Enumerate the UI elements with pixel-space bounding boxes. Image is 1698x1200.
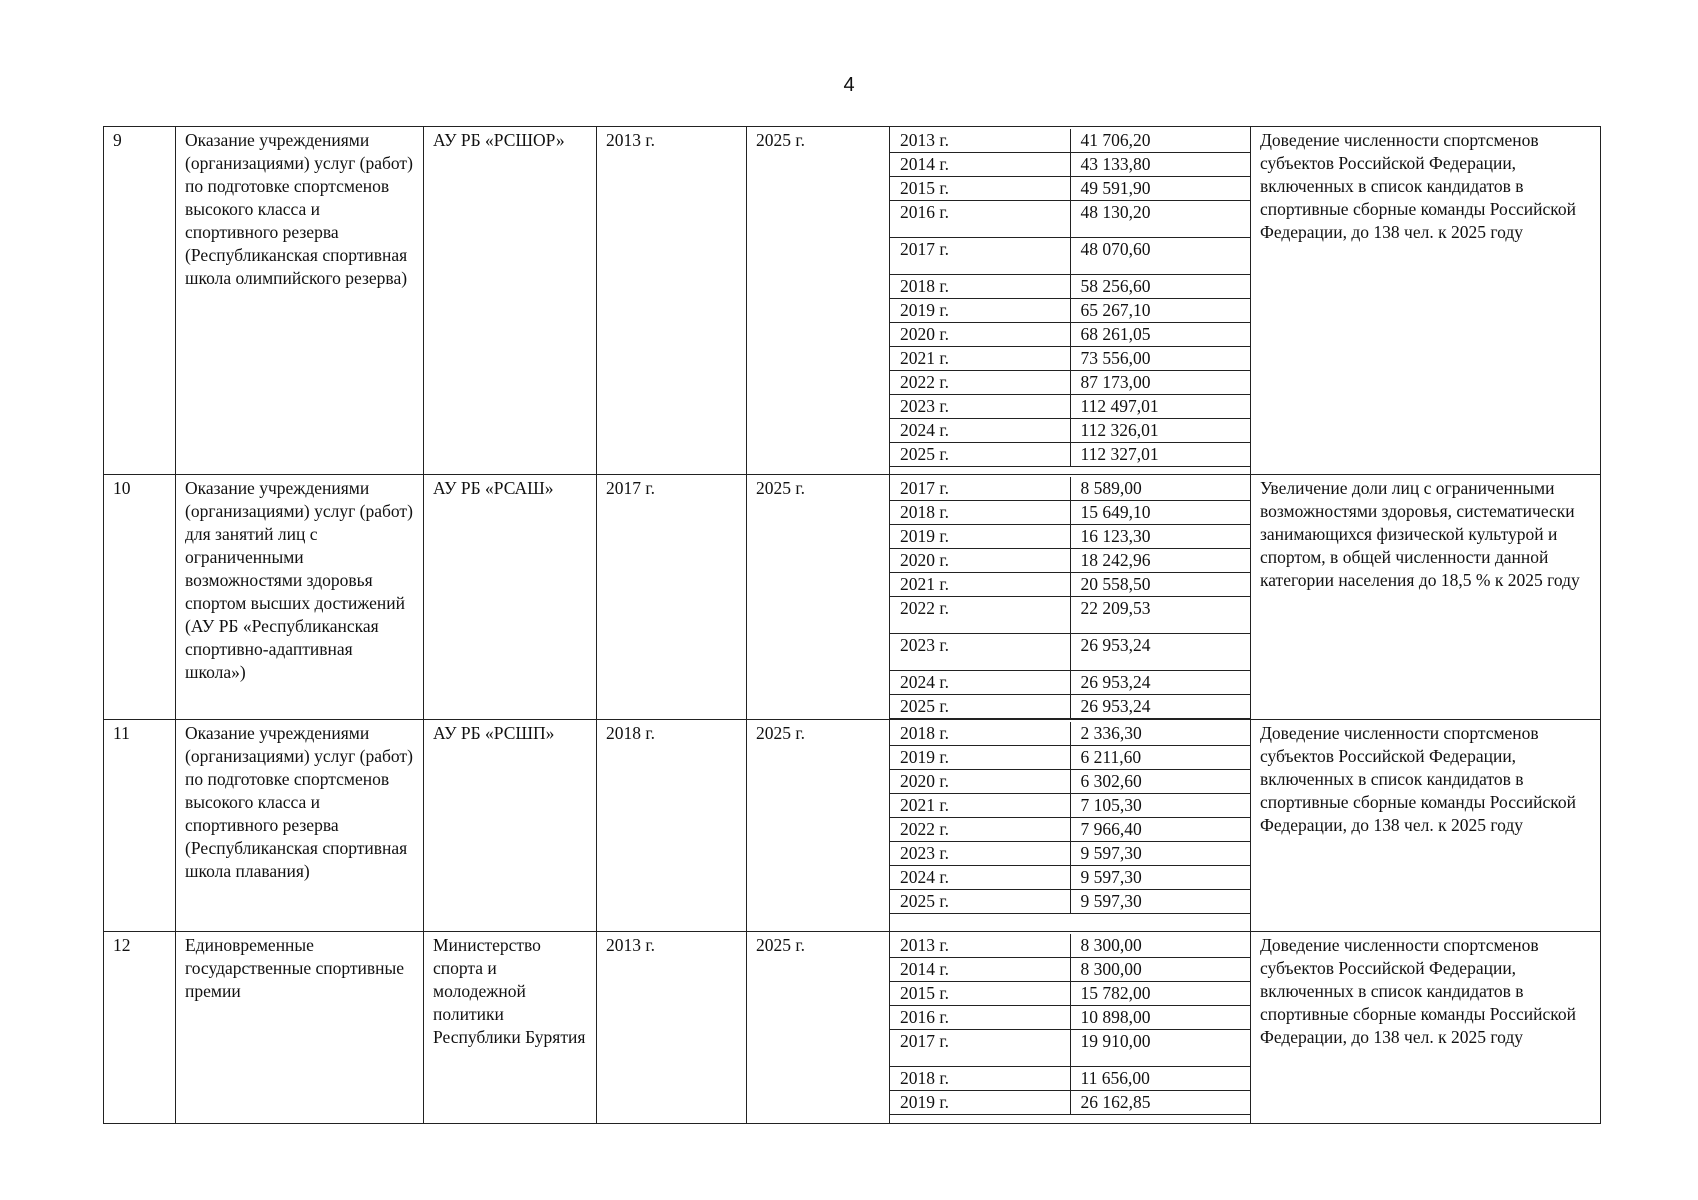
financing-row — [890, 818, 1250, 842]
financing-row — [890, 1091, 1250, 1115]
financing-year: 2025 г. — [890, 890, 1070, 914]
financing-row — [890, 934, 1250, 958]
financing-year: 2019 г. — [890, 1091, 1070, 1115]
financing-amount: 41 706,20 — [1070, 129, 1250, 153]
financing-year: 2017 г. — [890, 1030, 1070, 1067]
financing-row — [890, 201, 1250, 238]
financing-amount: 9 597,30 — [1070, 890, 1250, 914]
financing-year: 2017 г. — [890, 477, 1070, 501]
financing-amount: 16 123,30 — [1070, 525, 1250, 549]
financing-year: 2019 г. — [890, 299, 1070, 323]
row-financing — [890, 720, 1251, 932]
financing-table — [890, 129, 1250, 467]
financing-row — [890, 597, 1250, 634]
financing-year: 2016 г. — [890, 1006, 1070, 1030]
financing-row — [890, 275, 1250, 299]
financing-row — [890, 549, 1250, 573]
financing-amount: 18 242,96 — [1070, 549, 1250, 573]
financing-year: 2014 г. — [890, 958, 1070, 982]
financing-year: 2018 г. — [890, 275, 1070, 299]
financing-year: 2024 г. — [890, 866, 1070, 890]
financing-amount: 15 649,10 — [1070, 501, 1250, 525]
financing-year: 2022 г. — [890, 818, 1070, 842]
financing-year: 2015 г. — [890, 177, 1070, 201]
row-result: Доведение численности спортсменов субъектов Российской Федерации, включенных в список кандидатов в спортивные сборные команды Российской Федерации, до 138 чел. к 2025 году — [1251, 932, 1601, 1124]
row-start-year: 2018 г. — [597, 720, 747, 932]
program-table — [103, 126, 1601, 1124]
row-end-year: 2025 г. — [747, 127, 890, 475]
row-executor: АУ РБ «РСАШ» — [424, 475, 597, 720]
financing-year: 2018 г. — [890, 501, 1070, 525]
financing-row — [890, 395, 1250, 419]
row-end-year: 2025 г. — [747, 475, 890, 720]
financing-year: 2017 г. — [890, 238, 1070, 275]
financing-row — [890, 634, 1250, 671]
financing-row — [890, 746, 1250, 770]
table-row — [104, 932, 1601, 1124]
financing-amount: 49 591,90 — [1070, 177, 1250, 201]
financing-amount: 9 597,30 — [1070, 842, 1250, 866]
financing-amount: 8 300,00 — [1070, 934, 1250, 958]
financing-table — [890, 722, 1250, 914]
row-end-year: 2025 г. — [747, 932, 890, 1124]
financing-year: 2025 г. — [890, 695, 1070, 719]
financing-amount: 43 133,80 — [1070, 153, 1250, 177]
row-executor: Министерство спорта и молодежной политики Республики Бурятия — [424, 932, 597, 1124]
row-start-year: 2013 г. — [597, 127, 747, 475]
financing-year: 2018 г. — [890, 722, 1070, 746]
financing-year: 2024 г. — [890, 671, 1070, 695]
financing-row — [890, 695, 1250, 719]
financing-year: 2021 г. — [890, 573, 1070, 597]
financing-row — [890, 573, 1250, 597]
page-number: 4 — [843, 74, 855, 96]
financing-year: 2020 г. — [890, 770, 1070, 794]
financing-year: 2020 г. — [890, 549, 1070, 573]
financing-row — [890, 671, 1250, 695]
row-start-year: 2017 г. — [597, 475, 747, 720]
row-description: Оказание учреждениями (организациями) услуг (работ) по подготовке спортсменов высокого класса и спортивного резерва (Республиканская спортивная школа олимпийского резерва) — [176, 127, 424, 475]
financing-amount: 112 326,01 — [1070, 419, 1250, 443]
financing-year: 2023 г. — [890, 634, 1070, 671]
financing-table — [890, 477, 1250, 719]
financing-row — [890, 982, 1250, 1006]
financing-row — [890, 866, 1250, 890]
financing-row — [890, 443, 1250, 467]
financing-amount: 48 130,20 — [1070, 201, 1250, 238]
financing-amount: 58 256,60 — [1070, 275, 1250, 299]
table-row — [104, 127, 1601, 475]
financing-row — [890, 477, 1250, 501]
financing-amount: 65 267,10 — [1070, 299, 1250, 323]
financing-row — [890, 299, 1250, 323]
financing-amount: 10 898,00 — [1070, 1006, 1250, 1030]
financing-amount: 87 173,00 — [1070, 371, 1250, 395]
row-financing — [890, 127, 1251, 475]
financing-amount: 73 556,00 — [1070, 347, 1250, 371]
financing-amount: 2 336,30 — [1070, 722, 1250, 746]
financing-amount: 112 497,01 — [1070, 395, 1250, 419]
financing-year: 2020 г. — [890, 323, 1070, 347]
financing-amount: 20 558,50 — [1070, 573, 1250, 597]
row-result: Доведение численности спортсменов субъектов Российской Федерации, включенных в список кандидатов в спортивные сборные команды Российской Федерации, до 138 чел. к 2025 году — [1251, 127, 1601, 475]
financing-amount: 11 656,00 — [1070, 1067, 1250, 1091]
row-result: Увеличение доли лиц с ограниченными возможностями здоровья, систематически занимающихся физической культурой и спортом, в общей численности данной категории населения до 18,5 % к 2025 году — [1251, 475, 1601, 720]
financing-row — [890, 419, 1250, 443]
financing-row — [890, 722, 1250, 746]
financing-year: 2015 г. — [890, 982, 1070, 1006]
financing-row — [890, 153, 1250, 177]
row-number: 10 — [104, 475, 176, 720]
row-result: Доведение численности спортсменов субъектов Российской Федерации, включенных в список кандидатов в спортивные сборные команды Российской Федерации, до 138 чел. к 2025 году — [1251, 720, 1601, 932]
row-description: Оказание учреждениями (организациями) услуг (работ) для занятий лиц с ограниченными возможностями здоровья спортом высших достижений (АУ РБ «Республиканская спортивно-адаптивная школа») — [176, 475, 424, 720]
financing-year: 2024 г. — [890, 419, 1070, 443]
financing-year: 2022 г. — [890, 597, 1070, 634]
financing-amount: 26 953,24 — [1070, 671, 1250, 695]
financing-row — [890, 842, 1250, 866]
financing-row — [890, 1006, 1250, 1030]
financing-amount: 8 589,00 — [1070, 477, 1250, 501]
financing-year: 2013 г. — [890, 934, 1070, 958]
financing-year: 2016 г. — [890, 201, 1070, 238]
row-number: 12 — [104, 932, 176, 1124]
row-financing — [890, 475, 1251, 720]
financing-year: 2023 г. — [890, 842, 1070, 866]
financing-amount: 26 162,85 — [1070, 1091, 1250, 1115]
financing-row — [890, 1030, 1250, 1067]
table-row — [104, 720, 1601, 932]
financing-year: 2013 г. — [890, 129, 1070, 153]
financing-row — [890, 501, 1250, 525]
row-end-year: 2025 г. — [747, 720, 890, 932]
row-executor: АУ РБ «РСШП» — [424, 720, 597, 932]
financing-row — [890, 890, 1250, 914]
row-number: 9 — [104, 127, 176, 475]
financing-amount: 22 209,53 — [1070, 597, 1250, 634]
financing-row — [890, 129, 1250, 153]
financing-amount: 26 953,24 — [1070, 634, 1250, 671]
financing-row — [890, 1067, 1250, 1091]
financing-year: 2023 г. — [890, 395, 1070, 419]
financing-year: 2021 г. — [890, 794, 1070, 818]
financing-amount: 26 953,24 — [1070, 695, 1250, 719]
row-description: Оказание учреждениями (организациями) услуг (работ) по подготовке спортсменов высокого класса и спортивного резерва (Республиканская спортивная школа плавания) — [176, 720, 424, 932]
financing-table — [890, 934, 1250, 1115]
financing-row — [890, 794, 1250, 818]
financing-row — [890, 347, 1250, 371]
financing-year: 2019 г. — [890, 746, 1070, 770]
financing-amount: 7 105,30 — [1070, 794, 1250, 818]
financing-row — [890, 323, 1250, 347]
financing-row — [890, 177, 1250, 201]
row-executor: АУ РБ «РСШОР» — [424, 127, 597, 475]
financing-year: 2025 г. — [890, 443, 1070, 467]
financing-row — [890, 770, 1250, 794]
table-row — [104, 475, 1601, 720]
row-start-year: 2013 г. — [597, 932, 747, 1124]
financing-amount: 7 966,40 — [1070, 818, 1250, 842]
financing-amount: 19 910,00 — [1070, 1030, 1250, 1067]
financing-row — [890, 525, 1250, 549]
financing-amount: 15 782,00 — [1070, 982, 1250, 1006]
financing-amount: 6 302,60 — [1070, 770, 1250, 794]
financing-amount: 6 211,60 — [1070, 746, 1250, 770]
row-financing — [890, 932, 1251, 1124]
financing-amount: 112 327,01 — [1070, 443, 1250, 467]
financing-amount: 48 070,60 — [1070, 238, 1250, 275]
row-number: 11 — [104, 720, 176, 932]
financing-row — [890, 958, 1250, 982]
financing-amount: 68 261,05 — [1070, 323, 1250, 347]
financing-amount: 8 300,00 — [1070, 958, 1250, 982]
financing-year: 2018 г. — [890, 1067, 1070, 1091]
financing-year: 2014 г. — [890, 153, 1070, 177]
financing-row — [890, 238, 1250, 275]
financing-year: 2021 г. — [890, 347, 1070, 371]
financing-row — [890, 371, 1250, 395]
financing-amount: 9 597,30 — [1070, 866, 1250, 890]
financing-year: 2022 г. — [890, 371, 1070, 395]
row-description: Единовременные государственные спортивные премии — [176, 932, 424, 1124]
financing-year: 2019 г. — [890, 525, 1070, 549]
